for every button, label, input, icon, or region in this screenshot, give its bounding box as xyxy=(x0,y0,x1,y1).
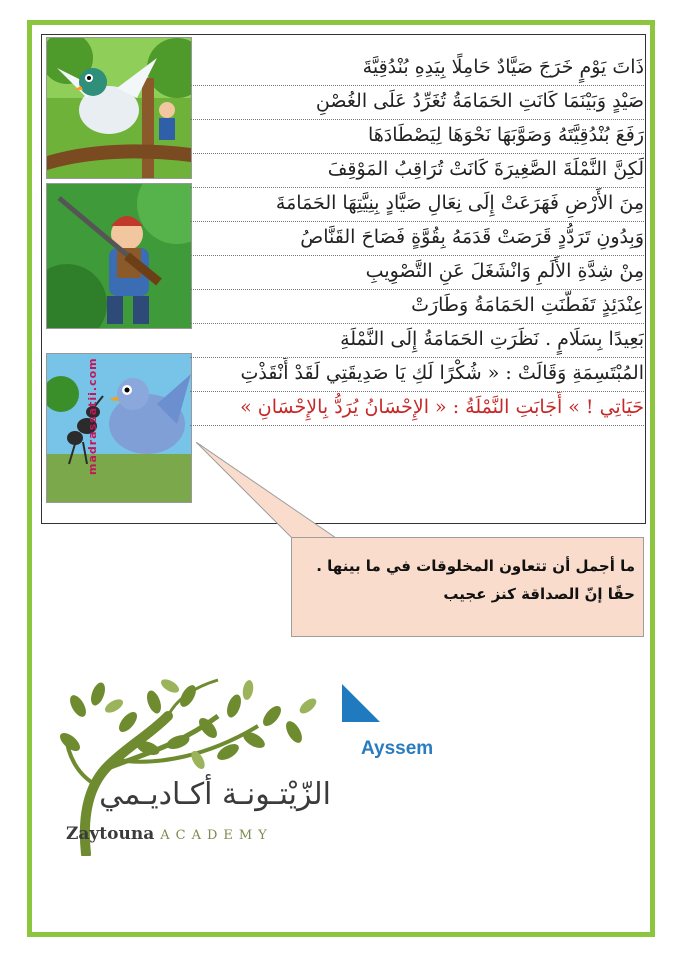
story-text xyxy=(190,52,644,426)
site-watermark: madrassatii.com xyxy=(86,357,99,475)
story-line: مِنَ الأَرْضِ فَهَرَعَتْ إِلَى نِعَالِ صَيَّادٍ بِنِيَّتِهَا الحَمَامَةَ xyxy=(190,188,644,222)
callout-line-2: حقًا إنّ الصداقة كنز عجيب xyxy=(443,585,635,603)
story-line: المُبْتَسِمَةِ وَقَالَتْ : « شُكْرًا لَكِ يَا صَدِيقَتِي لَقَدْ أَنْقَذْتِ xyxy=(190,358,644,392)
story-line: ذَاتَ يَوْمٍ خَرَجَ صَيَّادٌ حَامِلًا بِيَدِهِ بُنْدُقِيَّةَ xyxy=(190,52,644,86)
story-line: لَكِنَّ النَّمْلَةَ الصَّغِيرَةَ كَانَتْ تُرَاقِبُ المَوْقِفَ xyxy=(190,154,644,188)
story-line: عِنْدَئِذٍ تَفَطَّنَتِ الحَمَامَةُ وَطَارَتْ xyxy=(190,290,644,324)
story-line: حَيَاتِي ! » أَجَابَتِ النَّمْلَةُ : « الإِحْسَانُ يُرَدُّ بِالإِحْسَانِ » xyxy=(190,392,644,426)
story-line: وَبِدُونِ تَرَدُّدٍ قَرَصَتْ قَدَمَهُ بِقُوَّةٍ فَصَاحَ القَنَّاصُ xyxy=(190,222,644,256)
dove-illustration xyxy=(46,37,192,179)
callout-line-1: ما أجمل أن تتعاون المخلوقات في ما بينها . xyxy=(316,557,635,575)
story-line: صَيْدٍ وَبَيْنَمَا كَانَتِ الحَمَامَةُ تُغَرِّدُ عَلَى الغُصْنِ xyxy=(190,86,644,120)
logo-academy: ACADEMY xyxy=(160,828,273,843)
logo-arabic-name: الزّيْتـونـة أكـاديـمي xyxy=(99,777,331,812)
picture-column xyxy=(46,35,194,505)
story-line: بَعِيدًا بِسَلَامٍ . نَظَرَتِ الحَمَامَةُ إِلَى النَّمْلَةِ xyxy=(190,324,644,358)
moral-callout xyxy=(291,537,644,637)
hunter-illustration xyxy=(46,183,192,329)
ant-and-dove-illustration xyxy=(46,353,192,503)
logo-brand: Zaytouna xyxy=(66,824,155,844)
logo-english-name xyxy=(66,824,273,844)
story-line: رَفَعَ بُنْدُقِيَّتَهُ وَصَوَّبَهَا نَحْوَهَا لِيَصْطَادَهَا xyxy=(190,120,644,154)
story-line: مِنْ شِدَّةِ الأَلَمِ وَانْشَغَلَ عَنِ التَّصْوِيبِ xyxy=(190,256,644,290)
play-icon xyxy=(338,682,382,730)
author-name: Ayssem xyxy=(361,738,434,759)
callout-pointer xyxy=(196,442,336,542)
